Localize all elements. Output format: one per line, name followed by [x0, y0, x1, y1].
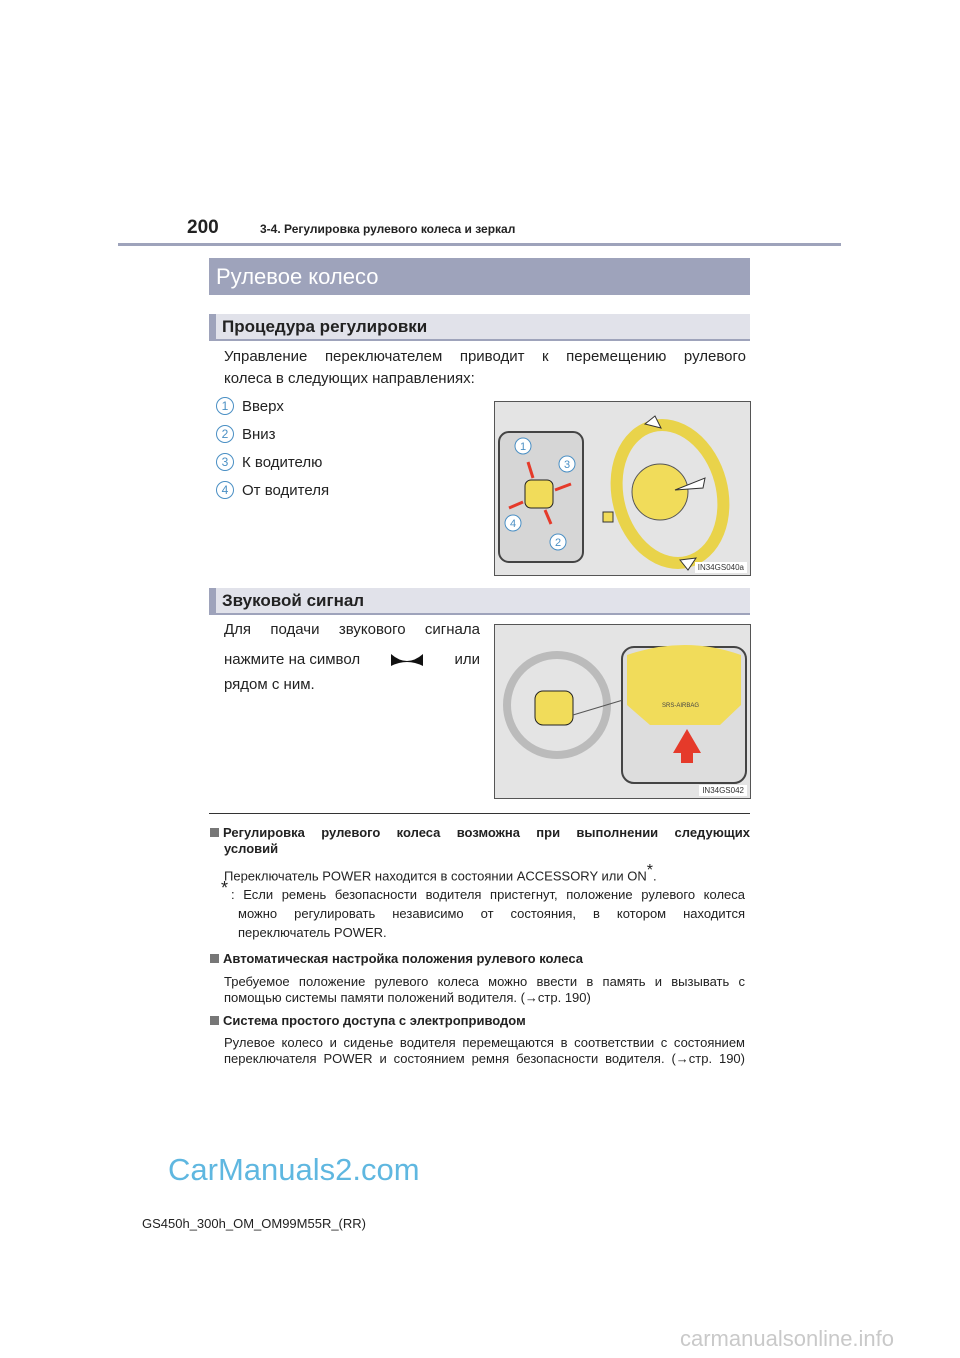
- page-title: Рулевое колесо: [209, 258, 750, 295]
- number-badge: 2: [216, 425, 234, 443]
- horn-icon: [389, 650, 425, 670]
- horn-text-1: Для подачи звукового сигнала: [224, 621, 480, 638]
- footnote-line: можно регулировать независимо от состояния, в котором находится: [238, 906, 745, 921]
- svg-text:2: 2: [554, 537, 562, 549]
- note-text: помощью системы памяти положений водителя. (→стр. 190): [224, 990, 591, 1005]
- note-text: Требуемое положение рулевого колеса можно ввести в память и вызывать с: [224, 974, 745, 989]
- horn-pad-drawing: [495, 625, 750, 798]
- header-divider: [118, 243, 841, 246]
- note-text-body: Переключатель POWER находится в состоянии ACCESSORY или ON: [224, 868, 647, 884]
- number-badge: 4: [216, 481, 234, 499]
- direction-label: Вниз: [242, 425, 276, 443]
- horn-text-2: [224, 649, 480, 671]
- steering-adjust-illustration: [494, 401, 751, 576]
- square-bullet-icon: [210, 954, 219, 963]
- svg-text:4: 4: [509, 518, 517, 530]
- horn-text-2a: нажмите на символ: [224, 651, 361, 668]
- horn-text-3: рядом с ним.: [224, 676, 315, 693]
- footer-code: GS450h_300h_OM_OM99M55R_(RR): [142, 1216, 366, 1231]
- svg-text:1: 1: [519, 441, 527, 453]
- note-text: переключателя POWER и состоянием ремня безопасности водителя. (→стр. 190): [224, 1051, 745, 1066]
- steering-wheel-drawing: [495, 402, 750, 575]
- square-bullet-icon: [210, 828, 219, 837]
- procedure-intro-1: Управление переключателем приводит к перемещению рулевого: [224, 348, 746, 365]
- note-title-text: Автоматическая настройка положения рулевого колеса: [223, 951, 583, 966]
- horn-illustration: [494, 624, 751, 799]
- note-title-text: условий: [224, 841, 279, 856]
- airbag-label: SRS-AIRBAG: [662, 703, 700, 709]
- footnote-line: : Если ремень безопасности водителя пристегнут, положение рулевого колеса: [231, 887, 745, 902]
- direction-item: [216, 453, 322, 471]
- notes-divider: [209, 813, 750, 814]
- direction-label: Вверх: [242, 397, 284, 415]
- note-title: [210, 1013, 526, 1029]
- procedure-heading: Процедура регулировки: [209, 314, 750, 341]
- watermark-bottom: carmanualsonline.info: [680, 1326, 895, 1351]
- figure-code: IN34GS042: [699, 785, 747, 796]
- direction-label: К водителю: [242, 453, 323, 471]
- svg-text:3: 3: [563, 459, 571, 471]
- note-title: [210, 951, 583, 967]
- asterisk: *: [646, 862, 653, 879]
- watermark: CarManuals2.com: [168, 1152, 420, 1187]
- note-title: [210, 825, 750, 841]
- note-text: [224, 863, 657, 884]
- note-title-text: Система простого доступа с электроприводом: [223, 1013, 526, 1028]
- horn-heading: Звуковой сигнал: [209, 588, 750, 615]
- footnote-mark: *: [221, 878, 229, 898]
- horn-text-2b: или: [454, 651, 480, 668]
- note-title-cont: [224, 841, 278, 857]
- direction-item: [216, 425, 276, 443]
- direction-item: [216, 481, 329, 499]
- section-breadcrumb: 3-4. Регулировка рулевого колеса и зеркал: [260, 222, 516, 236]
- note-title-text: Регулировка рулевого колеса возможна при выполнении следующих: [223, 825, 750, 840]
- direction-item: [216, 397, 284, 415]
- number-badge: 1: [216, 397, 234, 415]
- square-bullet-icon: [210, 1016, 219, 1025]
- footnote-line: переключатель POWER.: [238, 925, 387, 940]
- procedure-intro-2: колеса в следующих направлениях:: [224, 370, 475, 387]
- note-text-end: .: [652, 868, 657, 884]
- page-number: 200: [187, 217, 219, 238]
- note-text: Рулевое колесо и сиденье водителя перемещаются в соответствии с состоянием: [224, 1035, 745, 1050]
- number-badge: 3: [216, 453, 234, 471]
- figure-code: IN34GS040a: [695, 562, 747, 573]
- direction-label: От водителя: [242, 481, 330, 499]
